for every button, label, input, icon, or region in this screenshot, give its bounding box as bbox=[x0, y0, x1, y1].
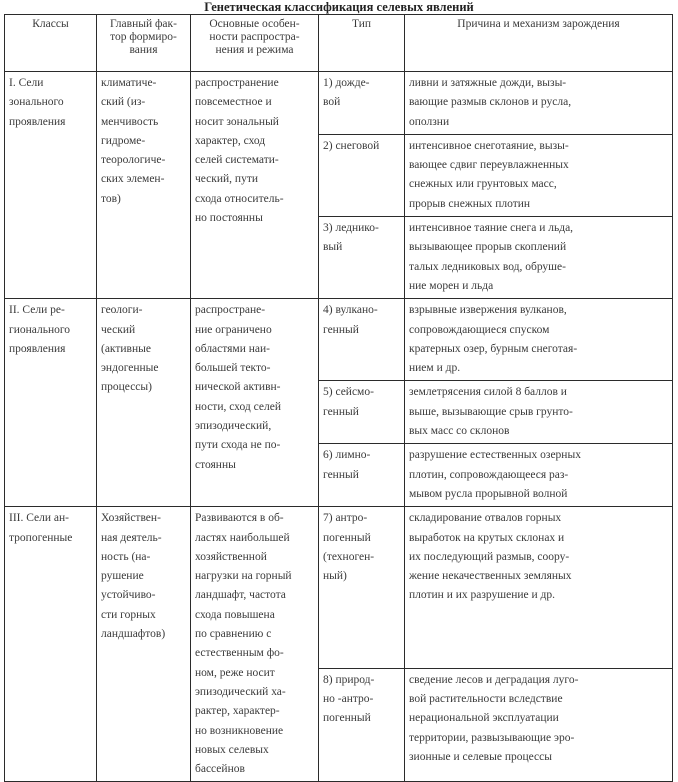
type-cell: 8) природ- но -антро- погенный bbox=[319, 668, 405, 782]
header-type: Тип bbox=[319, 15, 405, 72]
page-title: Генетическая классификация селевых явлений bbox=[204, 0, 474, 14]
table-row bbox=[5, 507, 673, 668]
type-cell: 5) сейсмо- генный bbox=[319, 381, 405, 444]
header-main-factor: Главный фак- тор формиро- вания bbox=[97, 15, 191, 72]
table-row bbox=[5, 72, 673, 135]
table-header-row bbox=[5, 15, 673, 72]
cause-cell: складирование отвалов горных выработок на крутых склонах и их последующий размыв, соору- жение некачественных земляных плотин и их разрушение и др. bbox=[405, 507, 673, 668]
cause-cell: взрывные извержения вулканов, сопровождающиеся спуском кратерных озер, бурным снеготая- нием и др. bbox=[405, 299, 673, 381]
type-cell: 4) вулкано- генный bbox=[319, 299, 405, 381]
header-classes: Классы bbox=[5, 15, 97, 72]
header-cause: Причина и механизм зарождения bbox=[405, 15, 673, 72]
features-cell: распространение повсеместное и носит зональный характер, сход селей системати- ческий, пути схода относитель- но постоянны bbox=[191, 72, 319, 299]
class-name-cell: I. Сели зонального проявления bbox=[5, 72, 97, 299]
cause-cell: интенсивное таяние снега и льда, вызывающее прорыв скоплений талых ледниковых вод, обруше- ние морен и льда bbox=[405, 217, 673, 299]
main-factor-cell: геологи- ческий (активные эндогенные процессы) bbox=[97, 299, 191, 507]
main-factor-cell: климатиче- ский (из- менчивость гидроме- теорологиче- ских элемен- тов) bbox=[97, 72, 191, 299]
class-name-cell: II. Сели ре- гионального проявления bbox=[5, 299, 97, 507]
type-cell: 7) антро- погенный (техноген- ный) bbox=[319, 507, 405, 668]
table-row bbox=[5, 299, 673, 381]
classification-table bbox=[4, 14, 673, 782]
type-cell: 6) лимно- генный bbox=[319, 444, 405, 507]
type-cell: 3) леднико- вый bbox=[319, 217, 405, 299]
features-cell: распростране- ние ограничено областями наи- большей текто- нической активн- ности, сход селей эпизодический, пути схода не по- стоянны bbox=[191, 299, 319, 507]
header-features: Основные особен- ности распростра- нения и режима bbox=[191, 15, 319, 72]
type-cell: 2) снеговой bbox=[319, 134, 405, 216]
cause-cell: ливни и затяжные дожди, вызы- вающие размыв склонов и русла, оползни bbox=[405, 72, 673, 135]
cause-cell: сведение лесов и деградация луго- вой растительности вследствие нерациональной эксплуатации территории, развызывающие эро- зионные и селевые процессы bbox=[405, 668, 673, 782]
class-name-cell: III. Сели ан- тропогенные bbox=[5, 507, 97, 782]
features-cell: Развиваются в об- ластях наибольшей хозяйственной нагрузки на горный ландшафт, частота схода повышена по сравнению с естественным фо- ном, реже носит эпизодический ха- рактер, характер- но возникновение новых селевых бассейнов bbox=[191, 507, 319, 782]
main-factor-cell: Хозяйствен- ная деятель- ность (на- рушение устойчиво- сти горных ландшафтов) bbox=[97, 507, 191, 782]
type-cell: 1) дожде- вой bbox=[319, 72, 405, 135]
cause-cell: землетрясения силой 8 баллов и выше, вызывающие срыв грунто- вых масс со склонов bbox=[405, 381, 673, 444]
cause-cell: разрушение естественных озерных плотин, сопровождающееся раз- мывом русла прорывной волной bbox=[405, 444, 673, 507]
cause-cell: интенсивное снеготаяние, вызы- вающее сдвиг переувлажненных снежных или грунтовых масс, прорыв снежных плотин bbox=[405, 134, 673, 216]
